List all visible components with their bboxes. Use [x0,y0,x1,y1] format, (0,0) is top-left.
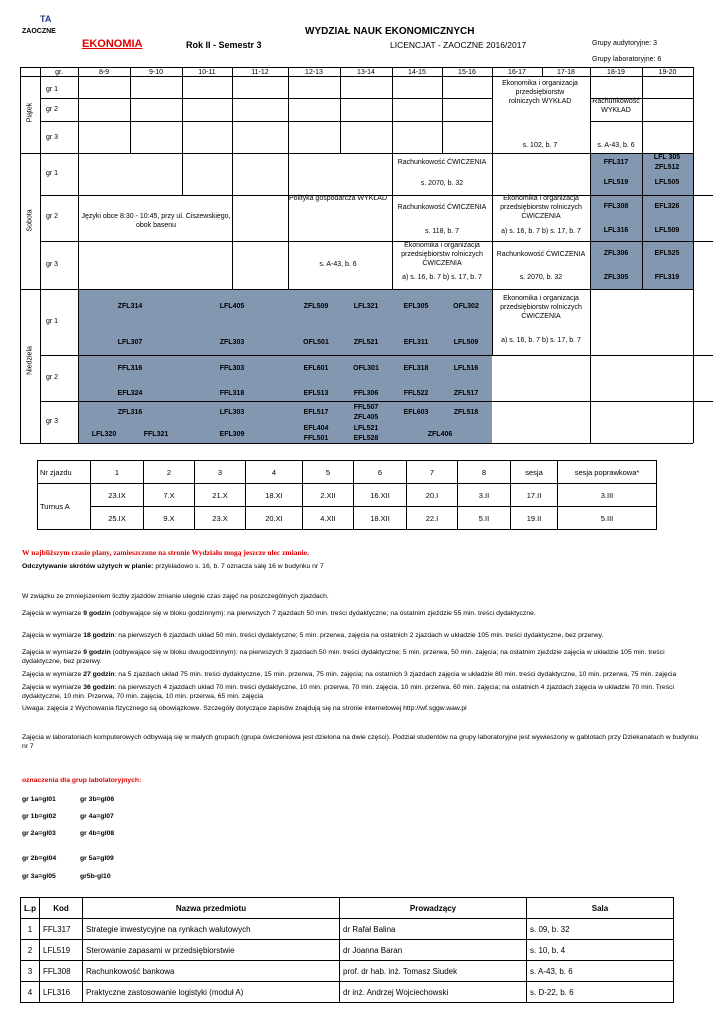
sat-g1-code-b2: ZFL512 [654,164,680,171]
sun-gr1: gr 1 [46,318,59,325]
zjazd-date: 20.XI [246,507,303,530]
subject-lp: 2 [21,940,40,961]
sat-g1-code-c: LFL519 [603,179,629,186]
course-code: ZFL518 [453,409,479,416]
course-code: FFL316 [117,365,143,372]
groups-auditory: Grupy audytoryjne: 3 [592,40,657,47]
sat-g2-code-b: EFL326 [654,203,680,210]
sun-eko-cw: Ekonomika i organizacja przedsiębiorstw rolniczych ĆWICZENIA [500,295,582,320]
subject-lp: 4 [21,982,40,1003]
grid-line [232,76,233,153]
subject-prowadzacy: dr Joanna Baran [340,940,527,961]
note-4a: Zajęcia w wymiarze [22,649,84,656]
lab-mapping: gr 3a=gl05 [22,873,56,880]
sat-polityka-room: s. A-43, b. 6 [319,261,357,268]
grid-line [442,76,443,153]
faculty-title: WYDZIAŁ NAUK EKONOMICZNYCH [305,26,475,37]
course-code: OFL501 [303,339,329,346]
grid-line [40,98,493,99]
zjazd-date: 22.I [407,507,458,530]
sat-eko-cw-g2-room: a) s. 16, b. 7 b) s. 17, b. 7 [501,228,581,235]
grid-line [693,67,694,443]
sat-eko-cw-g2: Ekonomika i organizacja przedsiębiorstw rolniczych ĆWICZENIA [500,195,582,220]
sat-rach-cw2-room: s. 118, b. 7 [424,228,460,235]
course-code: ZFL509 [303,303,329,310]
subjects-header-row [21,898,674,919]
grid-line [20,76,693,77]
course-code: LFL303 [219,409,245,416]
note-2b: 9 godzin [83,610,111,617]
course-code: FFL318 [219,390,245,397]
course-code: EFL309 [219,431,245,438]
col-sala: Sala [527,898,674,919]
zjazdy-table [37,460,657,530]
grid-line [642,153,643,289]
zjazd-header-label: Nr zjazdu [38,461,91,484]
grid-line [340,76,341,153]
subject-lp: 3 [21,961,40,982]
subjects-table [20,897,674,1003]
zjazd-header-8: 8 [458,461,511,484]
course-code: FFL522 [403,390,429,397]
course-code: FFL306 [353,390,379,397]
course-code: ZFL405 [353,414,379,421]
sat-gr2: gr 2 [46,213,59,220]
note-4 [22,648,702,666]
study-mode: LICENCJAT - ZAOCZNE 2016/2017 [390,40,527,50]
course-code: ZFL314 [117,303,143,310]
zjazd-date: 18.XII [354,507,407,530]
lab-mapping: gr 4b=gl08 [80,830,115,837]
sat-g3-code-c: ZFL305 [603,274,629,281]
grid-line [288,153,289,289]
note-2a: Zajęcia w wymiarze [22,610,84,617]
subject-lp: 1 [21,919,40,940]
grid-line [182,67,183,76]
grid-line [20,443,693,444]
hour-header: 16-17 [508,69,526,76]
zjazd-header-6: 6 [354,461,407,484]
lab-title: oznaczenia dla grup labolatoryjnych: [22,777,142,784]
course-code: LFL509 [453,339,479,346]
zjazd-date: 20.I [407,484,458,507]
course-code: EFL603 [403,409,429,416]
abbr-text: przykładowo s. 16, b. 7 oznacza salę 16 w budynku nr 7 [153,563,324,570]
note-3 [22,631,702,640]
course-code: EFL318 [403,365,429,372]
course-code: LFL405 [219,303,245,310]
subject-prowadzacy: prof. dr hab. inż. Tomasz Siudek [340,961,527,982]
note-7: Uwaga: zajęcia z Wychowania fizycznego są obowiązkowe. Szczegóły dotyczące zapisów znajdują się na stronie internetowej http://wf.sggw.waw.pl [22,705,467,712]
zjazd-date: 16.XII [354,484,407,507]
lab-mapping: gr 1b=gl02 [22,813,57,820]
zjazd-date: 5.II [458,507,511,530]
grid-line [40,121,493,122]
sun-gr3: gr 3 [46,418,59,425]
subject-kod: FFL317 [40,919,83,940]
note-6c: : na pierwszych 4 zjazdach układ 70 min. treści dydaktyczne, 10 min. przerwa, 70 min. zajęcia, 10 min. przerwa, 60 min. zajęcia; na ostatnich 4 zjazdach zajęcia w układzie 70 min. Treści dydaktyczne, 10 min. Przerwa, 70 min. zajęcia, 10 min. przerwa, 65 min. zajęcia [22,684,675,700]
subject-sala: s. D-22, b. 6 [527,982,674,1003]
course-code: LFL320 [91,431,117,438]
fri-gr1: gr 1 [46,86,59,93]
grid-line [288,76,289,153]
course-code: EFL601 [303,365,329,372]
grid-line [40,401,713,402]
col-prowadzacy: Prowadzący [340,898,527,919]
course-code: OFL301 [353,365,379,372]
subject-row [21,940,674,961]
note-8: Zajęcia w laboratoriach komputerowych odbywają się w małych grupach (grupa ćwiczeniowa jest dzielona na dwie części). Podział studentów na grupy laboratoryjne jest wywieszony w gablotach przy Dziekanatach w budynku nr 7 [22,734,699,750]
sat-rach-cw1: Rachunkowość ĆWICZENIA [397,159,487,166]
day-saturday: Sobota [26,209,34,232]
grid-line [40,355,713,356]
note-2 [22,609,702,618]
zjazd-date: 7.X [144,484,195,507]
zjazd-date: 3.III [558,484,657,507]
grid-line [232,67,233,76]
subject-kod: LFL519 [40,940,83,961]
zjazd-date: 2.XII [303,484,354,507]
sat-rach-cw2: Rachunkowość ĆWICZENIA [397,204,487,211]
grid-line [590,76,591,153]
sat-eko-cw-g3: Ekonomika i organizacja przedsiębiorstw rolniczych ĆWICZENIA [401,242,483,267]
sat-eko-cw-g3-room: a) s. 16, b. 7 b) s. 17, b. 7 [402,274,482,281]
grid-line [182,76,183,153]
grid-line [392,153,393,289]
grid-line [492,289,493,355]
hour-header: 9-10 [148,69,163,76]
note-6b: 36 godzin [83,684,115,691]
day-sunday: Niedziela [26,346,34,375]
zjazd-date: 3.II [458,484,511,507]
subject-sala: s. 10, b. 4 [527,940,674,961]
zjazdy-row-2 [38,507,657,530]
hour-header: 8-9 [98,69,110,76]
sat-rach-cw3-room: s. 2070, b. 32 [519,274,563,281]
grid-line [590,67,591,76]
grid-line [40,195,713,196]
subject-kod: FFL308 [40,961,83,982]
lab-mapping: gr 5a=gl09 [80,855,114,862]
sat-g2-code-a: FFL308 [603,203,629,210]
grid-line [78,67,79,443]
course-code: OFL302 [453,303,479,310]
course-code: ZFL521 [353,339,379,346]
zjazd-header-1: 1 [91,461,144,484]
hour-header: 13-14 [357,69,375,76]
fri-eko-wyklad: Ekonomika i organizacja przedsiębiorstw rolniczych WYKŁAD [502,80,578,105]
note-3a: Zajęcia w wymiarze [22,632,84,639]
sat-polityka: Polityka gospodarcza WYKŁAD [288,195,388,202]
course-code: ZFL303 [219,339,245,346]
grid-line [130,67,131,76]
turnus-label: Turnus A [38,484,91,530]
sat-gr3: gr 3 [46,261,59,268]
note-5 [22,670,702,679]
note-5c: : na 5 zjazdach układ 75 min. treści dydaktyczne, 15 min. przerwa, 75 min. zajęcia; na ostatnich 3 zjazdach zajęcia w układzie 80 min. treści dydaktyczne, 10 min. przerwa, 75 min. zajęcia [114,671,677,678]
subject-sala: s. A-43, b. 6 [527,961,674,982]
note-6a: Zajęcia w wymiarze [22,684,84,691]
sun-gr2: gr 2 [46,374,59,381]
lab-mapping: gr 3b=gl06 [80,796,115,803]
lab-mapping: gr 2b=gl04 [22,855,57,862]
lab-mapping: gr 4a=gl07 [80,813,114,820]
sat-rach-cw1-room: s. 2070, b. 32 [420,180,464,187]
zjazd-date: 17.II [511,484,558,507]
course-code: EFL324 [117,390,143,397]
subject-nazwa: Praktyczne zastosowanie logistyki (moduł A) [83,982,340,1003]
sunday-block-c [590,289,693,355]
fri-eko-room: s. 102, b. 7 [522,142,558,149]
zjazd-date: 4.XII [303,507,354,530]
subject-row [21,919,674,940]
fri-gr2: gr 2 [46,106,59,113]
sat-g2-code-d: LFL509 [654,227,680,234]
zjazd-header-4: 4 [246,461,303,484]
sat-g1-code-d: LFL505 [654,179,680,186]
warning-note: W najbliższym czasie plany, zamieszczone na stronie Wydziału mogą jeszcze ulec zmianie. [22,548,309,557]
grid-line [642,67,643,76]
zjazd-date: 5.III [558,507,657,530]
grid-line [392,76,393,153]
course-code: EFL528 [353,435,379,442]
course-code: EFL305 [403,303,429,310]
course-code: FFL501 [303,435,329,442]
ta-label: TA [40,14,52,24]
subject-prowadzacy: dr inż. Andrzej Wojciechowski [340,982,527,1003]
zjazdy-row-1 [38,484,657,507]
grid-line [20,67,693,68]
note-5a: Zajęcia w wymiarze [22,671,84,678]
zaoczne-label: ZAOCZNE [22,28,56,35]
schedule-grid [20,67,693,443]
sat-jezyki: Języki obce 8:30 - 10:45, przy ul. Ciszewskiego, obok basenu [81,213,231,229]
grid-line [590,289,591,443]
note-1: W związku ze zmniejszeniem liczby zjazdów zmianie ulegnie czas zajęć na poszczególnych zjazdach. [22,593,329,600]
lab-mapping: gr 2a=gl03 [22,830,56,837]
grid-line [20,153,693,154]
year-semester: Rok II - Semestr 3 [186,40,262,50]
note-4c: (odbywające się w bloku dwugodzinnym): na pierwszych 3 zjazdach 50 min. treści dydaktyczne; 5 min. przerwa, 50 min. zajęcia; na ostatnim zjeździe zajęcia w układzie 105 min. treści dydaktyczne, bez przerwy. [22,649,665,665]
sat-g2-code-c: LFL316 [603,227,629,234]
grid-line [20,67,21,443]
note-5b: 27 godzin [83,671,115,678]
grid-line [642,76,643,153]
groups-lab: Grupy laboratoryjne: 6 [592,56,662,63]
grid-line [492,67,493,76]
abbr-note [22,562,702,571]
fri-gr3: gr 3 [46,134,59,141]
grid-line [340,67,341,76]
subject-row [21,961,674,982]
zjazdy-header-row [38,461,657,484]
grid-line [130,76,131,153]
grid-line [392,67,393,76]
note-2c: (odbywające się w bloku godzinnym): na pierwszych 7 zjazdach 50 min. treści dydaktyczne; na ostatnim zjeździe 55 min. treści dydaktyczne. [110,610,536,617]
zjazd-date: 9.X [144,507,195,530]
course-code: LFL307 [117,339,143,346]
grid-line [40,241,713,242]
course-code: LFL516 [453,365,479,372]
zjazd-header-2: 2 [144,461,195,484]
subject-kod: LFL316 [40,982,83,1003]
subject-nazwa: Rachunkowość bankowa [83,961,340,982]
sat-g3-code-d: FFL319 [654,274,680,281]
lab-mapping: gr5b-gl10 [80,873,111,880]
course-code: EFL513 [303,390,329,397]
course-code: EFL404 [303,425,329,432]
subject-prowadzacy: dr Rafał Balina [340,919,527,940]
sat-g3-code-b: EFL525 [654,250,680,257]
hour-header: 19-20 [658,69,677,76]
col-lp: L.p [21,898,40,919]
day-friday: Piątek [26,102,34,123]
course-code: ZFL316 [117,409,143,416]
hour-header: 17-18 [557,69,575,76]
hour-header: 12-13 [305,69,323,76]
hour-header: 14-15 [408,69,426,76]
hour-header: 11-12 [251,69,269,76]
hour-header: 18-19 [607,69,625,76]
grid-line [232,153,233,289]
abbr-label: Odczytywanie skrótów użytych w planie: [22,563,154,570]
note-6 [22,683,702,701]
zjazd-date: 18.XI [246,484,303,507]
zjazd-header-3: 3 [195,461,246,484]
grid-line [182,153,183,195]
hour-header: 15-16 [458,69,476,76]
course-code: EFL311 [403,339,429,346]
subject-row [21,982,674,1003]
course-code: EFL517 [303,409,329,416]
zjazd-header-7: 7 [407,461,458,484]
grid-line [492,153,493,289]
grid-line [288,67,289,76]
course-code: ZFL406 [427,431,453,438]
zjazd-header-5: 5 [303,461,354,484]
course-code: FFL507 [353,404,379,411]
major-title: EKONOMIA [82,38,143,50]
fri-rach-room: s. A-43, b. 6 [597,142,635,149]
zjazd-date: 21.X [195,484,246,507]
grid-line [590,153,591,289]
sat-g1-code-a: FFL317 [603,159,629,166]
subject-nazwa: Sterowanie zapasami w przedsiębiorstwie [83,940,340,961]
zjazd-header-poprawkowa: sesja poprawkowa* [558,461,657,484]
note-3c: : na pierwszych 6 zjazdach układ 50 min. treści dydaktyczne; 5 min. przerwa, zajęcia na ostatnich 2 zjazdach w układzie 105 min. treści dydaktyczne, bez przerwy. [114,632,604,639]
course-code: FFL303 [219,365,245,372]
subject-nazwa: Strategie inwestycyjne na rynkach walutowych [83,919,340,940]
zjazd-header-sesja: sesja [511,461,558,484]
subject-sala: s. 09, b. 32 [527,919,674,940]
fri-rach-wyklad: Rachunkowość WYKŁAD [592,98,640,114]
sat-g1-code-b: LFL 305 [653,154,681,161]
lab-mapping: gr 1a=gl01 [22,796,56,803]
sun-eko-cw-room: a) s. 16, b. 7 b) s. 17, b. 7 [501,337,581,344]
course-code: FFL321 [143,431,169,438]
gr-header: gr. [55,69,63,76]
zjazd-date: 23.X [195,507,246,530]
grid-line [492,76,493,153]
course-code: ZFL517 [453,390,479,397]
zjazd-date: 19.II [511,507,558,530]
sat-rach-cw3: Rachunkowość ĆWICZENIA [496,251,586,258]
sat-g3-code-a: ZFL306 [603,250,629,257]
zjazd-date: 25.IX [91,507,144,530]
grid-line [40,67,41,443]
zjazd-date: 23.IX [91,484,144,507]
course-code: LFL521 [353,425,379,432]
note-3b: 18 godzin [83,632,115,639]
col-kod: Kod [40,898,83,919]
grid-line [20,289,693,290]
hour-header: 10-11 [198,69,216,76]
grid-line [542,67,543,76]
col-nazwa: Nazwa przedmiotu [83,898,340,919]
grid-line [442,67,443,76]
note-4b: 9 godzin [83,649,111,656]
course-code: LFL321 [353,303,379,310]
sat-gr1: gr 1 [46,170,59,177]
